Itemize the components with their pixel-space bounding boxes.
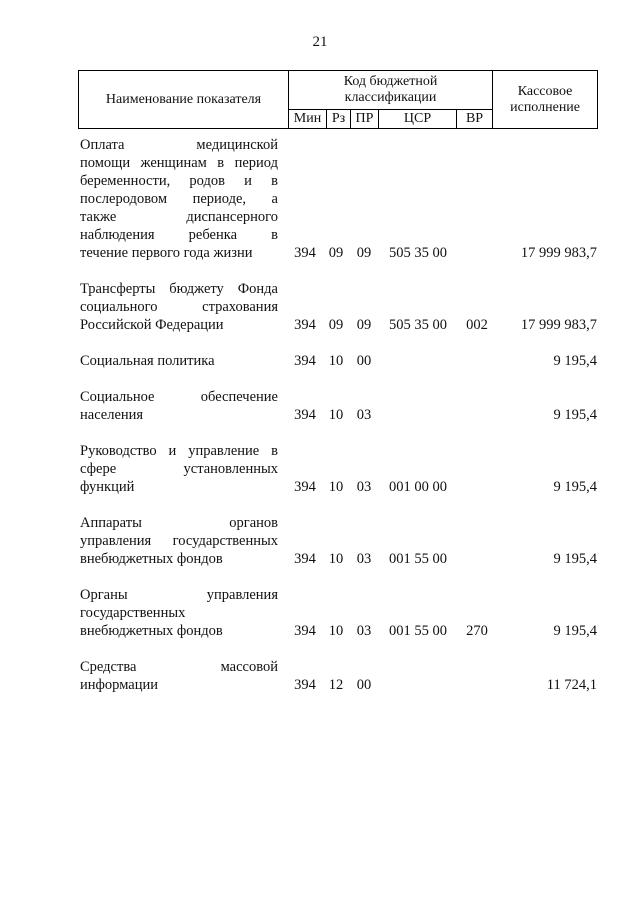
table-row — [80, 352, 597, 370]
header-min: Мин — [289, 110, 327, 129]
row-name-line: послеродовом периоде, а — [80, 191, 278, 207]
row-vr: 270 — [466, 623, 488, 639]
row-name-line: помощи женщинам в период — [80, 155, 278, 171]
row-csr: 505 35 00 — [389, 245, 447, 261]
row-name-line: Руководство и управление в — [80, 443, 278, 459]
row-amount: 9 195,4 — [553, 551, 597, 567]
row-amount: 17 999 983,7 — [520, 317, 597, 333]
table-row — [80, 280, 597, 334]
row-name-line: информации — [80, 677, 158, 693]
header-csr: ЦСР — [379, 110, 457, 129]
row-name-line: Социальное обеспечение — [80, 389, 278, 405]
row-pr: 00 — [356, 353, 372, 369]
table-row — [80, 388, 597, 424]
row-pr: 03 — [356, 623, 372, 639]
row-pr: 09 — [356, 317, 372, 333]
row-vr: 002 — [466, 317, 488, 333]
row-csr: 001 00 00 — [389, 479, 447, 495]
row-name — [80, 136, 278, 262]
row-min: 394 — [294, 677, 316, 693]
row-name-line: социального страхования — [80, 299, 278, 315]
row-name-line: Оплата медицинской — [80, 137, 278, 153]
row-min: 394 — [294, 479, 316, 495]
row-name — [80, 514, 278, 568]
row-rz: 10 — [328, 353, 344, 369]
row-amount: 9 195,4 — [553, 623, 597, 639]
table-row — [80, 136, 597, 262]
row-rz: 09 — [328, 317, 344, 333]
header-execution-column — [493, 71, 598, 129]
row-name-line: Органы управления — [80, 587, 278, 603]
row-pr: 09 — [356, 245, 372, 261]
header-name-column: Наименование показателя — [79, 71, 289, 129]
row-name-line: населения — [80, 407, 144, 423]
header-rz: Рз — [327, 110, 351, 129]
table-row — [80, 514, 597, 568]
row-name — [80, 658, 278, 694]
row-name — [80, 352, 278, 370]
row-rz: 12 — [328, 677, 344, 693]
table-row — [80, 658, 597, 694]
row-amount: 9 195,4 — [553, 407, 597, 423]
row-name-line: Аппараты органов — [80, 515, 278, 531]
row-amount: 17 999 983,7 — [520, 245, 597, 261]
row-name-line: Средства массовой — [80, 659, 278, 675]
row-pr: 03 — [356, 551, 372, 567]
row-rz: 10 — [328, 479, 344, 495]
row-amount: 11 724,1 — [546, 677, 597, 693]
row-name-line: внебюджетных фондов — [80, 623, 223, 639]
row-min: 394 — [294, 551, 316, 567]
row-name-line: внебюджетных фондов — [80, 551, 223, 567]
row-pr: 00 — [356, 677, 372, 693]
row-name — [80, 280, 278, 334]
row-csr: 505 35 00 — [389, 317, 447, 333]
row-name-line: течение первого года жизни — [80, 245, 253, 261]
row-name — [80, 586, 278, 640]
row-name-line: также диспансерного — [80, 209, 278, 225]
row-name-line: Российской Федерации — [80, 317, 224, 333]
row-name-line: беременности, родов и в — [80, 173, 278, 189]
row-rz: 10 — [328, 551, 344, 567]
header-code-group-line1: Код бюджетной — [343, 74, 438, 89]
row-amount: 9 195,4 — [553, 353, 597, 369]
header-execution-line1: Кассовое — [517, 83, 573, 99]
row-name-line: наблюдения ребенка в — [80, 227, 278, 243]
row-csr: 001 55 00 — [389, 623, 447, 639]
row-name — [80, 442, 278, 496]
row-min: 394 — [294, 317, 316, 333]
row-min: 394 — [294, 245, 316, 261]
header-code-group — [289, 71, 493, 110]
page-number: 21 — [312, 34, 328, 50]
row-rz: 09 — [328, 245, 344, 261]
header-code-group-line2: классификации — [344, 90, 437, 105]
row-rz: 10 — [328, 407, 344, 423]
row-min: 394 — [294, 407, 316, 423]
row-pr: 03 — [356, 479, 372, 495]
row-pr: 03 — [356, 407, 372, 423]
row-amount: 9 195,4 — [553, 479, 597, 495]
table-header — [78, 70, 598, 129]
table-body — [80, 136, 597, 712]
row-name-line: Социальная политика — [80, 353, 215, 369]
row-name-line: сфере установленных — [80, 461, 278, 477]
row-min: 394 — [294, 353, 316, 369]
header-vr: ВР — [457, 110, 493, 129]
row-min: 394 — [294, 623, 316, 639]
row-name-line: управления государственных — [80, 533, 278, 549]
row-name — [80, 388, 278, 424]
row-name-line: функций — [80, 479, 135, 495]
header-pr: ПР — [351, 110, 379, 129]
row-name-line: Трансферты бюджету Фонда — [80, 281, 278, 297]
row-csr: 001 55 00 — [389, 551, 447, 567]
header-execution-line2: исполнение — [510, 99, 581, 115]
row-rz: 10 — [328, 623, 344, 639]
row-name-line: государственных — [80, 605, 186, 621]
table-row — [80, 442, 597, 496]
table-row — [80, 586, 597, 640]
